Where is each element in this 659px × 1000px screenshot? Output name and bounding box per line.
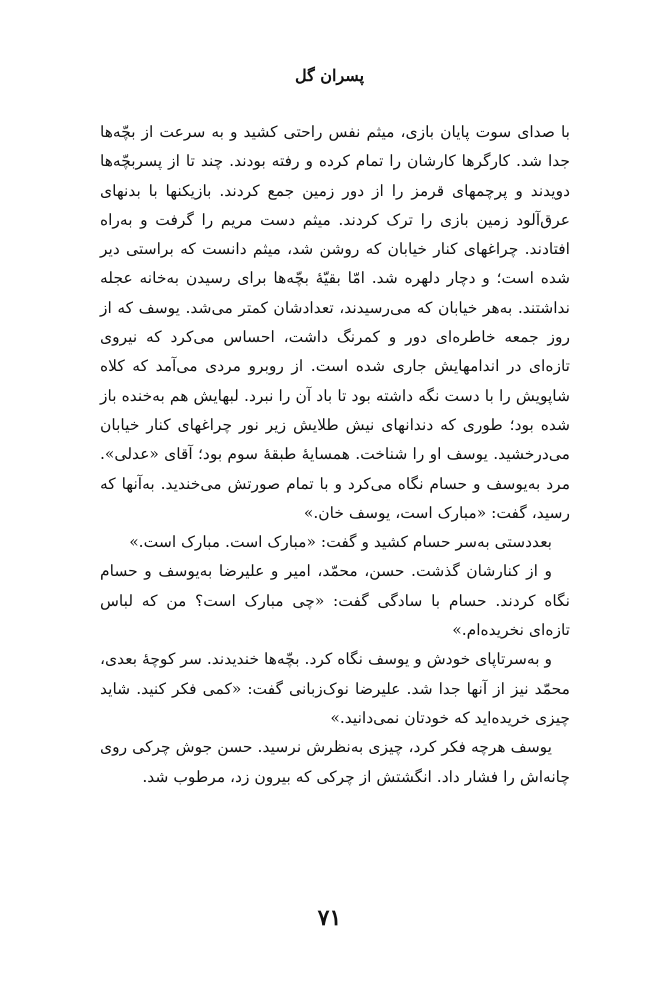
paragraph: با صدای سوت پایان بازی، میثم نفس راحتی کشید و به سرعت از بچّه‌ها جدا شد. کارگرها کارشان را تمام کرده و رفته بودند. چند تا از پسربچّه‌ها دویدند و پرچمهای قرمز را از دور زمین جمع کردند. بازیکنها با بدنهای عرق‌آلود زمین بازی را ترک کردند. میثم دست مریم را گرفت و به‌راه افتادند. چراغهای کنار خیابان که روشن شد، میثم دانست که براستی دیر شده است؛ و دچار دلهره شد. امّا بقیّهٔ بچّه‌ها برای رسیدن به‌خانه عجله نداشتند. به‌هر خیابان که می‌رسیدند، تعدادشان کمتر می‌شد. یوسف که از روز جمعه خاطره‌ای دور و کمرنگ داشت، احساس می‌کرد که نیروی تازه‌ای در اندامهایش جاری شده است. از روبرو مردی می‌آمد که کلاه شاپویش را با دست نگه داشته بود تا باد آن را نبرد. لبهایش هم به‌خنده باز شده بود؛ طوری که دندانهای نیش طلایش زیر نور چراغهای کنار خیابان می‌درخشید. یوسف او را شناخت. همسایهٔ طبقهٔ سوم بود؛ آقای «عدلی». مرد به‌یوسف و حسام نگاه می‌کرد و با تمام صورتش می‌خندید. به‌آنها که رسید، گفت: «مبارک است، یوسف خان.» xyxy=(100,123,570,522)
paragraph: بعددستی به‌سر حسام کشید و گفت: «مبارک است. مبارک است.» xyxy=(129,533,552,552)
page-number: ۷۱ xyxy=(317,905,342,931)
paragraph: و به‌سرتاپای خودش و یوسف نگاه کرد. بچّه‌ها خندیدند. سر کوچهٔ بعدی، محمّد نیز از آنها جدا شد. علیرضا نوک‌زبانی گفت: «کمی فکر کنید. شاید چیزی خریده‌اید که خودتان نمی‌دانید.» xyxy=(100,650,570,727)
paragraph: و از کنارشان گذشت. حسن، محمّد، امیر و علیرضا به‌یوسف و حسام نگاه کردند. حسام با سادگی گفت: «چی مبارک است؟ من که لباس تازه‌ای نخریده‌ام.» xyxy=(100,562,570,640)
paragraph: یوسف هرچه فکر کرد، چیزی به‌نظرش نرسید. حسن جوش چرکی روی چانه‌اش را فشار داد. انگشتش از چرکی که بیرون زد، مرطوب شد. xyxy=(100,738,570,786)
running-header: پسران گل xyxy=(294,66,365,85)
body-text xyxy=(100,118,570,792)
